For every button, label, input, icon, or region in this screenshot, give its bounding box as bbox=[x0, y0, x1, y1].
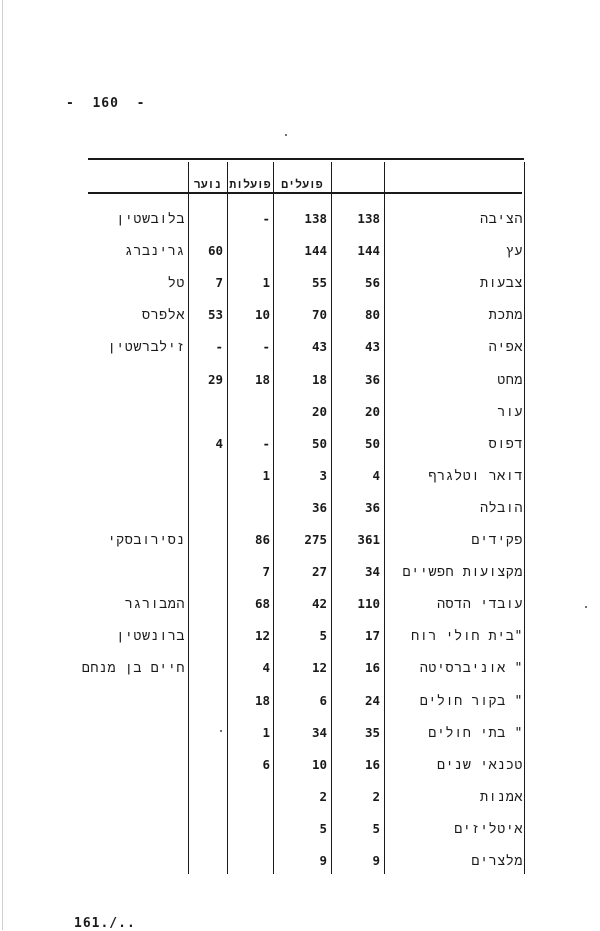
youth-cell: 7 bbox=[215, 275, 223, 291]
youth-cell: 53 bbox=[207, 307, 223, 323]
workers-cell: 50 bbox=[311, 435, 327, 451]
total-cell: 16 bbox=[364, 756, 380, 772]
branch-cell: איטליזים bbox=[454, 820, 523, 837]
female-workers-cell: 10 bbox=[254, 307, 270, 323]
branch-cell: צבעות bbox=[479, 275, 523, 292]
total-cell: 2 bbox=[372, 788, 380, 804]
female-workers-cell: - bbox=[262, 211, 270, 226]
female-workers-cell: - bbox=[262, 435, 270, 451]
workers-cell: 3 bbox=[319, 467, 327, 483]
workers-cell: 144 bbox=[304, 243, 327, 259]
workers-cell: 70 bbox=[311, 307, 327, 323]
notes-cell: המבורגר bbox=[124, 596, 185, 613]
workers-cell: 20 bbox=[311, 403, 327, 419]
workers-cell: 9 bbox=[319, 853, 327, 868]
workers-cell: 42 bbox=[311, 596, 327, 612]
total-cell: 36 bbox=[364, 499, 380, 515]
branch-cell: " בקור חולים bbox=[419, 692, 523, 709]
total-cell: 9 bbox=[372, 853, 380, 868]
workers-cell: 2 bbox=[319, 788, 327, 804]
column-rule bbox=[188, 162, 189, 874]
branch-cell: "בית חולי רוח bbox=[411, 628, 523, 645]
total-cell: 56 bbox=[364, 275, 380, 291]
total-cell: 144 bbox=[357, 243, 380, 259]
total-cell: 110 bbox=[357, 596, 380, 612]
branch-cell: פקידים bbox=[471, 532, 523, 548]
total-cell: 24 bbox=[364, 692, 380, 708]
branch-cell: מתכת bbox=[488, 307, 523, 324]
branch-cell: עובדי הדסה bbox=[436, 596, 523, 613]
column-rule bbox=[384, 162, 385, 874]
table-top-rule bbox=[88, 158, 524, 160]
female-workers-cell: 12 bbox=[254, 628, 270, 644]
workers-cell: 5 bbox=[319, 628, 327, 644]
speck bbox=[585, 606, 587, 608]
workers-cell: 18 bbox=[311, 371, 327, 387]
notes-cell: בלובשטין bbox=[116, 211, 185, 227]
column-rule bbox=[524, 162, 525, 874]
workers-cell: 55 bbox=[311, 275, 327, 291]
footer-reference: 161./.. bbox=[74, 916, 136, 931]
branch-cell: אמנות bbox=[479, 788, 523, 805]
notes-cell: נסירובסקי bbox=[107, 532, 185, 548]
workers-cell: 12 bbox=[311, 660, 327, 676]
female-workers-cell: 1 bbox=[262, 724, 270, 740]
female-workers-cell: - bbox=[262, 339, 270, 355]
total-cell: 4 bbox=[372, 467, 380, 483]
workers-cell: 138 bbox=[304, 211, 327, 226]
workers-cell: 43 bbox=[311, 339, 327, 355]
youth-cell: - bbox=[215, 339, 223, 355]
header-rule bbox=[88, 192, 522, 194]
total-cell: 80 bbox=[364, 307, 380, 323]
total-cell: 36 bbox=[364, 371, 380, 387]
total-cell: 361 bbox=[357, 532, 380, 547]
branch-cell: מקצועות חפשיים bbox=[402, 564, 523, 581]
total-cell: 35 bbox=[364, 724, 380, 740]
workers-cell: 36 bbox=[311, 499, 327, 515]
female-workers-cell: 4 bbox=[262, 660, 270, 676]
branch-cell: הציבה bbox=[479, 211, 523, 227]
notes-cell: טל bbox=[167, 275, 185, 292]
notes-cell: חיים בן מנחם bbox=[81, 660, 185, 677]
total-cell: 50 bbox=[364, 435, 380, 451]
notes-cell: אלפרס bbox=[141, 307, 185, 324]
workers-cell: 27 bbox=[311, 564, 327, 580]
header-workers: פועלים bbox=[281, 177, 323, 191]
female-workers-cell: 86 bbox=[254, 532, 270, 547]
branch-cell: מלצרים bbox=[471, 853, 523, 869]
workers-cell: 6 bbox=[319, 692, 327, 708]
speck bbox=[220, 730, 222, 732]
branch-cell: עור bbox=[497, 403, 523, 420]
branch-cell: מחט bbox=[497, 371, 523, 388]
branch-cell: דואר וטלגרף bbox=[428, 467, 523, 484]
branch-cell: עץ bbox=[505, 243, 523, 260]
column-rule bbox=[227, 162, 228, 874]
workers-cell: 5 bbox=[319, 820, 327, 836]
workers-cell: 10 bbox=[311, 756, 327, 772]
branch-cell: דפוס bbox=[488, 435, 523, 452]
branch-cell: אפיה bbox=[488, 339, 523, 356]
female-workers-cell: 18 bbox=[254, 371, 270, 387]
speck bbox=[285, 134, 287, 136]
workers-cell: 275 bbox=[304, 532, 327, 547]
total-cell: 43 bbox=[364, 339, 380, 355]
header-youth: נוער bbox=[193, 177, 222, 191]
female-workers-cell: 1 bbox=[262, 275, 270, 291]
header-female-workers: פועלות bbox=[229, 177, 271, 191]
workers-cell: 34 bbox=[311, 724, 327, 740]
youth-cell: 60 bbox=[207, 243, 223, 259]
branch-cell: הובלה bbox=[479, 499, 523, 516]
total-cell: 16 bbox=[364, 660, 380, 676]
page-edge bbox=[2, 0, 3, 930]
female-workers-cell: 18 bbox=[254, 692, 270, 708]
column-rule bbox=[273, 162, 274, 874]
female-workers-cell: 1 bbox=[262, 467, 270, 483]
total-cell: 17 bbox=[364, 628, 380, 644]
column-rule bbox=[331, 162, 332, 874]
female-workers-cell: 6 bbox=[262, 756, 270, 772]
branch-cell: " אוניברסיטה bbox=[419, 660, 523, 677]
total-cell: 5 bbox=[372, 820, 380, 836]
page-number: - 160 - bbox=[66, 96, 146, 111]
youth-cell: 29 bbox=[207, 371, 223, 387]
notes-cell: זילברשטין bbox=[107, 339, 185, 356]
total-cell: 138 bbox=[357, 211, 380, 226]
notes-cell: גרינברג bbox=[124, 243, 185, 260]
female-workers-cell: 7 bbox=[262, 564, 270, 580]
total-cell: 34 bbox=[364, 564, 380, 580]
branch-cell: טכנאי שנים bbox=[436, 756, 523, 773]
branch-cell: " בתי חולים bbox=[428, 724, 523, 741]
youth-cell: 4 bbox=[215, 435, 223, 451]
total-cell: 20 bbox=[364, 403, 380, 419]
female-workers-cell: 68 bbox=[254, 596, 270, 612]
notes-cell: ברונשטין bbox=[116, 628, 185, 645]
